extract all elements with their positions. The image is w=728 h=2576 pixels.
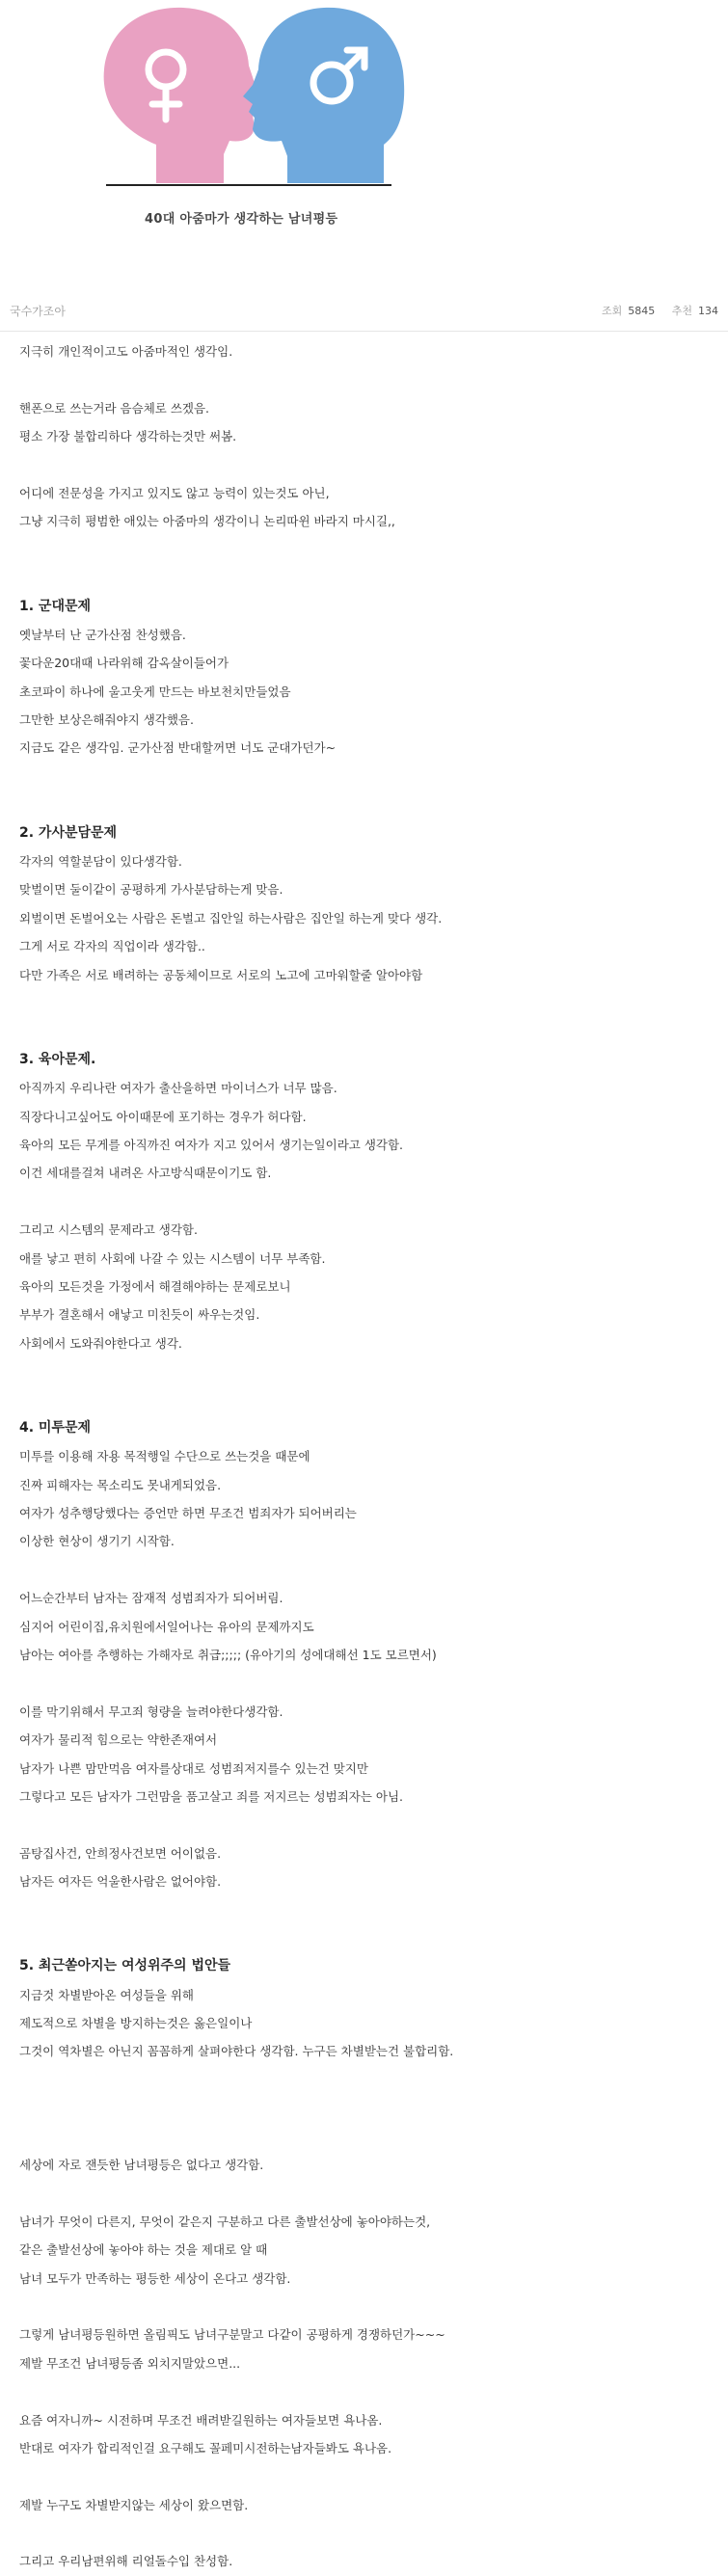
- recommends-label: 추천: [671, 305, 692, 317]
- blank-line: [19, 989, 714, 1017]
- body-line: 요즘 여자니까~ 시전하며 무조건 배려받길원하는 여자들보면 욕나옴.: [19, 2412, 383, 2428]
- blank-line: [19, 1895, 714, 1923]
- body-line: 그리고 우리남편위해 리얼돌수입 찬성함.: [19, 2554, 233, 2569]
- body-line: 남녀 모두가 만족하는 평등한 세상이 온다고 생각함.: [19, 2270, 291, 2286]
- body-line: 그게 서로 각자의 직업이라 생각함..: [19, 939, 205, 954]
- body-line: 각자의 역할분담이 있다생각함.: [19, 854, 182, 870]
- body-line: 사회에서 도와줘야한다고 생각.: [19, 1335, 182, 1351]
- body-line: 그만한 보상은해줘야지 생각했음.: [19, 712, 194, 728]
- author-name[interactable]: 국수가조아: [10, 305, 66, 318]
- blank-line: [19, 2462, 714, 2490]
- blank-line: [19, 564, 714, 592]
- section-heading: 3. 육아문제.: [19, 1051, 96, 1067]
- body-line: 육아의 모든것을 가정에서 해결해야하는 문제로보니: [19, 1278, 291, 1294]
- body-line: 여자가 성추행당했다는 증언만 하면 무조건 범죄자가 되어버리는: [19, 1506, 357, 1521]
- recommends-count: 134: [698, 305, 718, 317]
- section-heading: 1. 군대문제: [19, 598, 92, 614]
- body-line: 남아는 여아를 추행하는 가해자로 취급;;;;; (유아기의 성에대해선 1도 모르면서): [19, 1647, 437, 1662]
- blank-line: [19, 2519, 714, 2547]
- section-heading: 2. 가사분담문제: [19, 824, 118, 841]
- blank-line: [19, 2377, 714, 2405]
- body-line: 옛날부터 난 군가산점 찬성했음.: [19, 627, 186, 642]
- blank-line: [19, 451, 714, 479]
- body-line: 애를 낳고 편히 사회에 나갈 수 있는 시스템이 너무 부족함.: [19, 1250, 326, 1266]
- blank-line: [19, 365, 714, 393]
- blank-line: [19, 1924, 714, 1952]
- body-line: 세상에 자로 잰듯한 남녀평등은 없다고 생각함.: [19, 2158, 264, 2172]
- body-line: 심지어 어린이집,유치원에서일어나는 유아의 문제까지도: [19, 1619, 314, 1634]
- body-line: 미투를 이용해 자용 목적행일 수단으로 쓰는것을 때문에: [19, 1449, 310, 1464]
- body-line: 그냥 지극히 평범한 애있는 아줌마의 생각이니 논리따윈 바라지 마시길,,: [19, 514, 395, 529]
- body-line: 아직까지 우리나란 여자가 출산을하면 마이너스가 너무 많음.: [19, 1081, 337, 1096]
- blank-line: [19, 536, 714, 564]
- blank-line: [19, 1188, 714, 1216]
- blank-line: [19, 2123, 714, 2151]
- body-line: 꽃다운20대때 나라위해 감옥살이들어가: [19, 656, 229, 671]
- section-heading: 5. 최근쏟아지는 여성위주의 법안들: [19, 1958, 231, 1974]
- body-line: 초코파이 하나에 울고웃게 만드는 바보천치만들었음: [19, 684, 291, 699]
- female-head-silhouette: [104, 8, 262, 183]
- male-head-silhouette: [243, 8, 404, 183]
- body-line: 부부가 결혼해서 애낳고 미친듯이 싸우는것임.: [19, 1307, 260, 1323]
- body-line: 어느순간부터 남자는 잠재적 성범죄자가 되어버림.: [19, 1591, 283, 1606]
- body-line: 이상한 현상이 생기기 시작함.: [19, 1534, 175, 1549]
- blank-line: [19, 1669, 714, 1697]
- body-line: 맞벌이면 둘이같이 공평하게 가사분담하는게 맞음.: [19, 882, 283, 898]
- body-line: 진짜 피해자는 목소리도 못내게되었음.: [19, 1477, 222, 1492]
- blank-line: [19, 1811, 714, 1838]
- body-line: 이를 막기위해서 무고죄 형량을 늘려야한다생각함.: [19, 1704, 283, 1719]
- blank-line: [19, 791, 714, 818]
- body-line: 육아의 모든 무게를 아직까진 여자가 지고 있어서 생기는일이라고 생각함.: [19, 1137, 404, 1152]
- blank-line: [19, 1556, 714, 1584]
- body-line: 여자가 물리적 힘으로는 약한존재여서: [19, 1732, 218, 1748]
- body-line: 이건 세대를걸쳐 내려온 사고방식때문이기도 함.: [19, 1166, 272, 1181]
- blank-line: [19, 1017, 714, 1045]
- body-line: 핸폰으로 쓰는거라 음슴체로 쓰겠음.: [19, 400, 210, 416]
- body-line: 제발 무조건 남녀평등좀 외치지말았으면...: [19, 2355, 241, 2371]
- body-line: 그렇게 남녀평등원하면 올림픽도 남녀구분말고 다같이 공평하게 경쟁하던가~~~: [19, 2327, 445, 2343]
- post-stats: [602, 303, 718, 318]
- views-label: 조회: [601, 305, 623, 317]
- body-line: 외벌이면 돈벌어오는 사람은 돈벌고 집안일 하는사람은 집안일 하는게 맞다 생각.: [19, 910, 443, 926]
- blank-line: [19, 1385, 714, 1413]
- body-line: 지금도 같은 생각임. 군가산점 반대할꺼면 너도 군대가던가~: [19, 740, 337, 756]
- blank-line: [19, 2066, 714, 2094]
- body-line: 어디에 전문성을 가지고 있지도 않고 능력이 있는것도 아닌,: [19, 485, 330, 500]
- title-underline: [106, 184, 391, 186]
- body-line: 그것이 역차별은 아닌지 꼼꼼하게 살펴야한다 생각함. 누구든 차별받는건 불합리함.: [19, 2044, 454, 2059]
- body-line: 남자가 나쁜 맘만먹음 여자를상대로 성범죄저지를수 있는건 맞지만: [19, 1760, 368, 1776]
- blank-line: [19, 2179, 714, 2207]
- post-title: 40대 아줌마가 생각하는 남녀평등: [145, 212, 338, 227]
- body-line: 남자든 여자든 억울한사람은 없어야함.: [19, 1874, 222, 1890]
- body-line: 반대로 여자가 합리적인걸 요구해도 꼴페미시전하는남자들봐도 욕나옴.: [19, 2440, 392, 2455]
- blank-line: [19, 1357, 714, 1385]
- section-heading: 4. 미투문제: [19, 1419, 92, 1436]
- body-line: 남녀가 무엇이 다른지, 무엇이 같은지 구분하고 다른 출발선상에 놓아야하는것,: [19, 2214, 431, 2229]
- body-line: 다만 가족은 서로 배려하는 공동체이므로 서로의 노고에 고마워할줄 알아야함: [19, 967, 423, 982]
- body-line: 지금것 차별받아온 여성들을 위해: [19, 1987, 194, 2002]
- blank-line: [19, 763, 714, 791]
- body-line: 그리고 시스템의 문제라고 생각함.: [19, 1222, 198, 1238]
- body-line: 평소 가장 불합리하다 생각하는것만 써봄.: [19, 429, 237, 444]
- blank-line: [19, 2293, 714, 2321]
- body-line: 곰탕집사건, 안희정사건보면 어이없음.: [19, 1845, 222, 1861]
- body-line: 제도적으로 차별을 방지하는것은 옳은일이나: [19, 2016, 253, 2031]
- body-line: 지극히 개인적이고도 아줌마적인 생각임.: [19, 344, 233, 359]
- body-line: 직장다니고싶어도 아이때문에 포기하는 경우가 허다함.: [19, 1109, 307, 1124]
- body-line: 같은 출발선상에 놓아야 하는 것을 제대로 알 때: [19, 2242, 268, 2258]
- views-count: 5845: [628, 305, 656, 317]
- blank-line: [19, 2094, 714, 2122]
- post-meta-bar: [0, 299, 728, 332]
- body-line: 그렇다고 모든 남자가 그런맘을 품고살고 죄를 저지르는 성범죄자는 아님.: [19, 1788, 404, 1804]
- body-line: 제발 누구도 차별받지않는 세상이 왔으면함.: [19, 2497, 249, 2512]
- post-body: [19, 337, 714, 2576]
